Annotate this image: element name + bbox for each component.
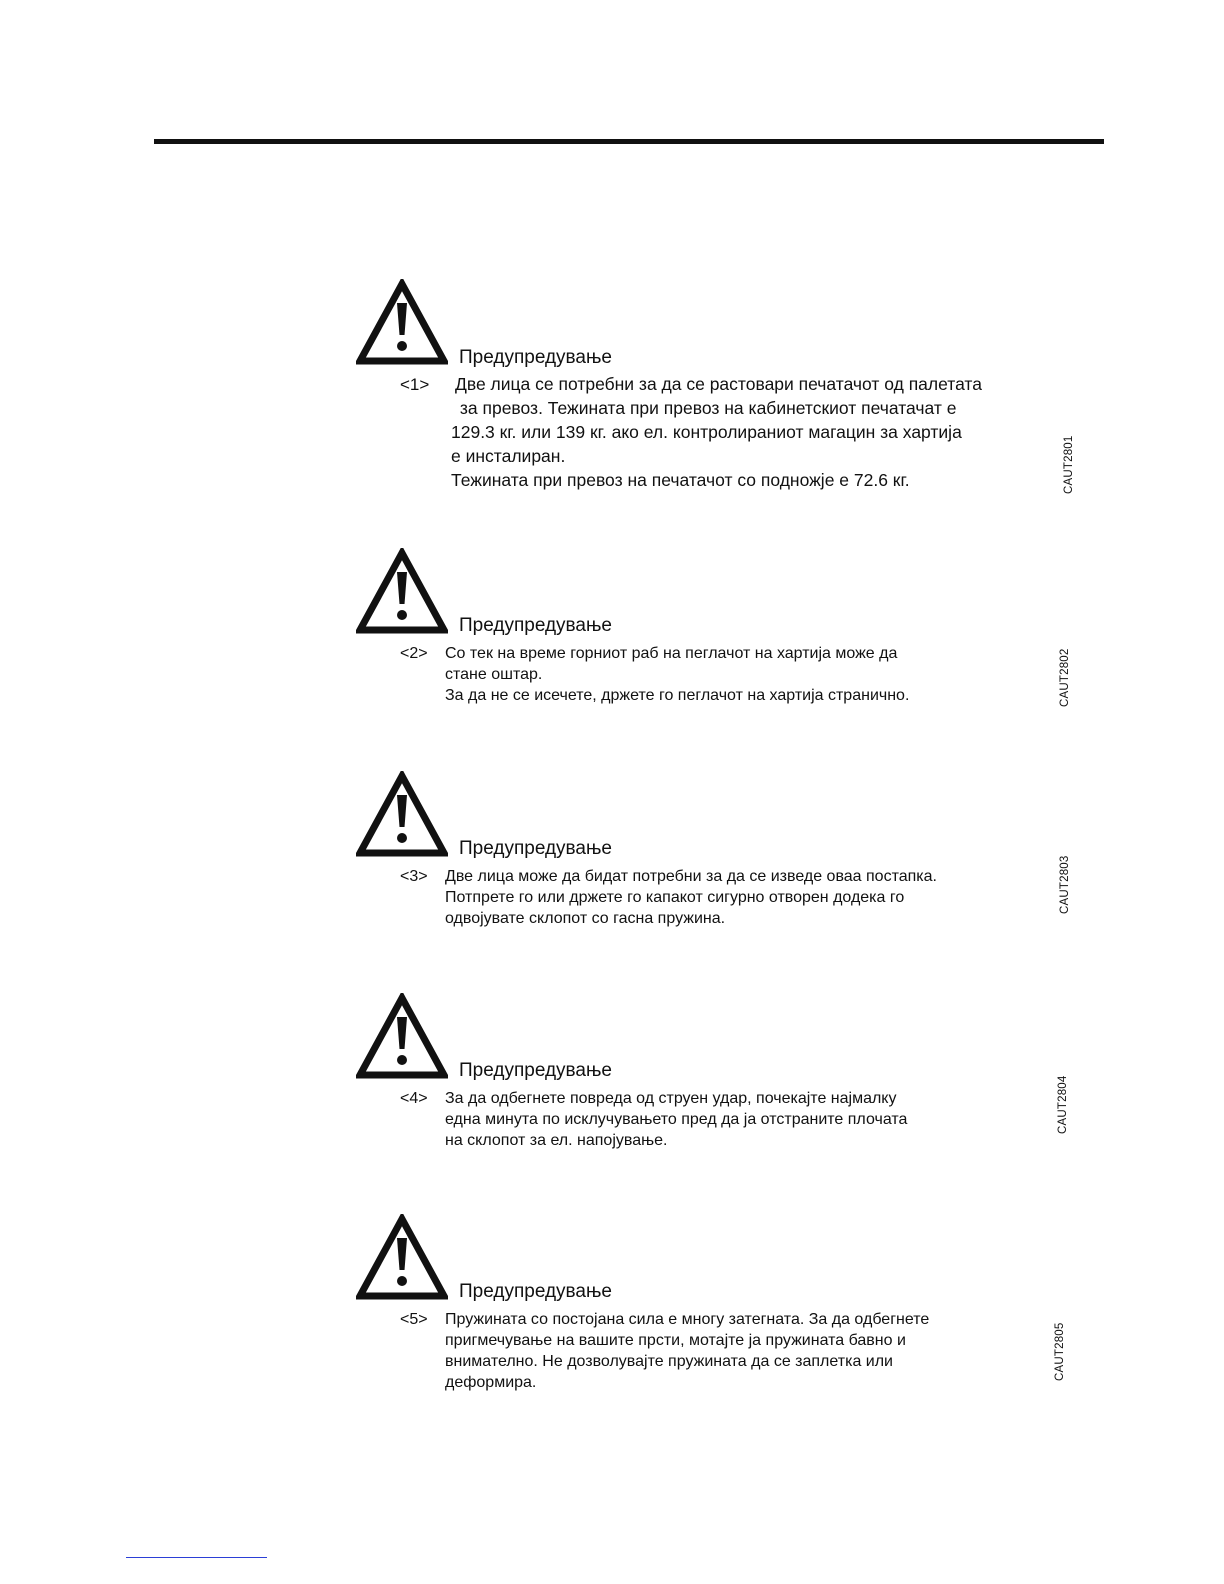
- caution-title: Предупредување: [459, 347, 613, 368]
- caution-text-line: одвојувате склопот со гасна пружина.: [445, 910, 726, 927]
- caution-block-4: [356, 993, 1096, 1153]
- caution-text-line: Потпрете го или држете го капакот сигурно отворен додека го: [445, 889, 905, 906]
- caution-number: <5>: [400, 1311, 428, 1328]
- caution-text-line: За да не се исечете, држете го пеглачот на хартија странично.: [445, 687, 910, 704]
- caution-text-line: Две лица се потребни за да се растовари печатачот од палетата: [455, 374, 982, 394]
- caution-text-line: стане оштар.: [445, 666, 543, 683]
- caution-title: Предупредување: [459, 1060, 613, 1081]
- caution-title: Предупредување: [459, 1281, 613, 1302]
- caution-title: Предупредување: [459, 615, 613, 636]
- caution-text-line: 129.3 кг. или 139 кг. ако ел. контролираниот магацин за хартија: [451, 422, 962, 442]
- caution-title: Предупредување: [459, 838, 613, 859]
- caution-text: [445, 1088, 1045, 1151]
- caution-code: CAUT2804: [1057, 1075, 1069, 1134]
- caution-text: [445, 866, 1045, 929]
- caution-number: <2>: [400, 645, 428, 662]
- caution-text-line: Со тек на време горниот раб на пеглачот на хартија може да: [445, 645, 898, 662]
- caution-text-line: е инсталиран.: [451, 446, 566, 466]
- warning-triangle-icon: [356, 771, 448, 857]
- caution-number: <4>: [400, 1090, 428, 1107]
- footer-link-rule: [126, 1557, 267, 1558]
- caution-text: [445, 1309, 1045, 1393]
- caution-text-line: Две лица може да бидат потребни за да се изведе оваа постапка.: [445, 868, 937, 885]
- caution-code: CAUT2802: [1059, 648, 1071, 707]
- caution-text-line: за превоз. Тежината при превоз на кабинетскиот печатачат е: [455, 398, 957, 418]
- caution-text-line: Тежината при превоз на печатачот со подножје е 72.6 кг.: [451, 470, 910, 490]
- header-rule: [154, 139, 1104, 144]
- caution-number: <1>: [400, 375, 430, 394]
- warning-triangle-icon: [356, 279, 448, 365]
- caution-text-line: на склопот за ел. напојување.: [445, 1132, 668, 1149]
- caution-text: [445, 643, 1045, 706]
- caution-text-line: За да одбегнете повреда од струен удар, почекајте најмалку: [445, 1090, 897, 1107]
- warning-triangle-icon: [356, 1214, 448, 1300]
- caution-block-1: [356, 279, 1096, 499]
- caution-code: CAUT2803: [1059, 855, 1071, 914]
- caution-block-2: [356, 548, 1096, 708]
- caution-text-line: Пружината со постојана сила е многу затегната. За да одбегнете: [445, 1311, 930, 1328]
- caution-block-5: [356, 1214, 1096, 1404]
- caution-text-line: една минута по исклучувањето пред да ја отстраните плочата: [445, 1111, 908, 1128]
- caution-text-line: деформира.: [445, 1374, 537, 1391]
- caution-code: CAUT2801: [1063, 435, 1075, 494]
- warning-triangle-icon: [356, 548, 448, 634]
- warning-triangle-icon: [356, 993, 448, 1079]
- caution-block-3: [356, 771, 1096, 931]
- caution-text: [451, 372, 1055, 492]
- caution-number: <3>: [400, 868, 428, 885]
- caution-text-line: внимателно. Не дозволувајте пружината да се заплетка или: [445, 1353, 893, 1370]
- caution-code: CAUT2805: [1054, 1322, 1066, 1381]
- caution-text-line: пригмечување на вашите прсти, мотајте ја пружината бавно и: [445, 1332, 906, 1349]
